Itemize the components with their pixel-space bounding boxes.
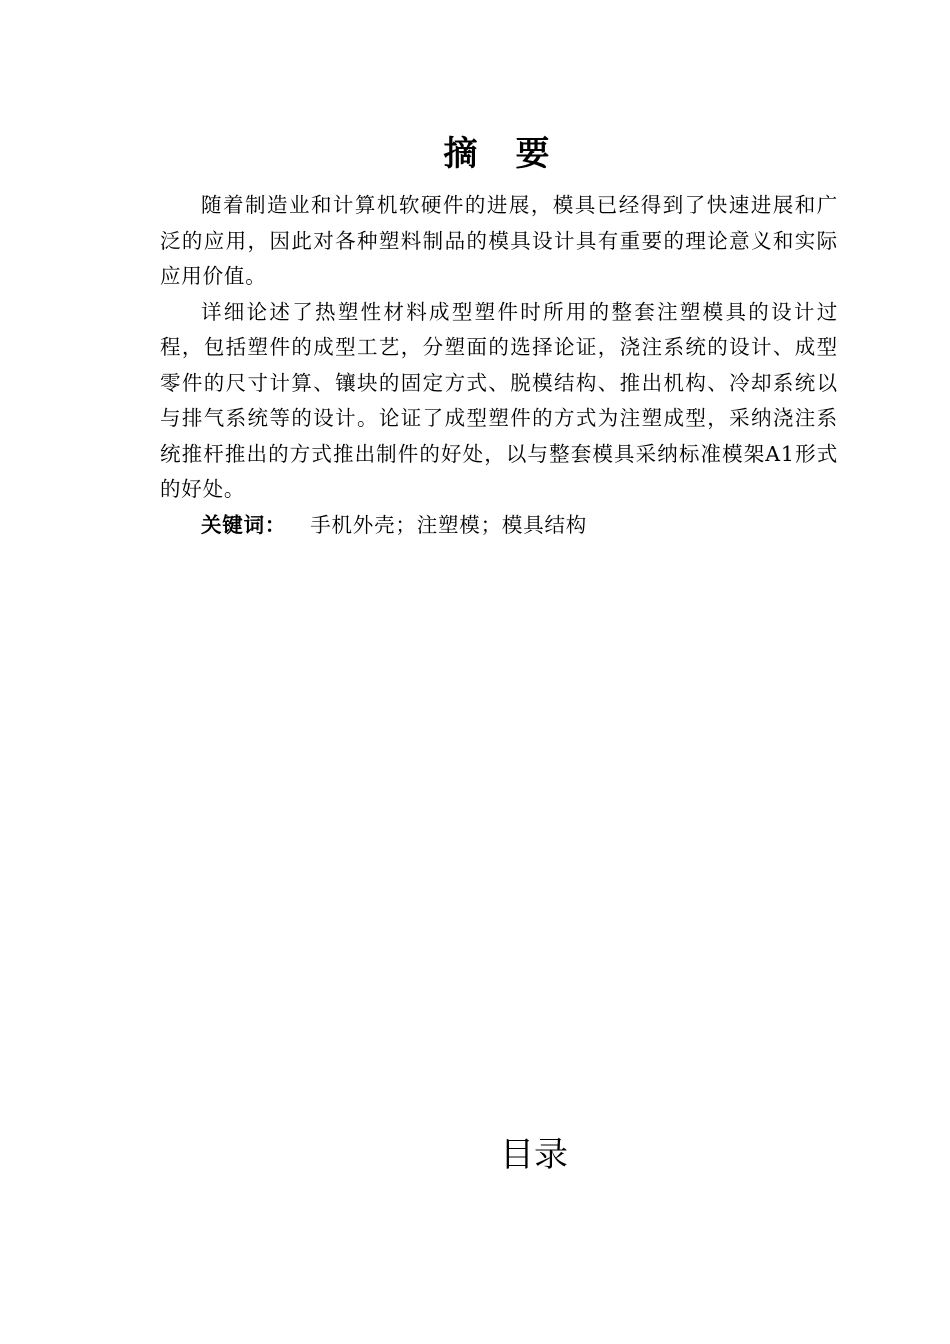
abstract-title: 摘 要 xyxy=(443,134,552,174)
abstract-paragraph-2: 详细论述了热塑性材料成型塑件时所用的整套注塑模具的设计过程，包括塑件的成型工艺，分塑面的选择论证，浇注系统的设计、成型零件的尺寸计算、镶块的固定方式、脱模结构、推出机构、冷却系统以与排气系统等的设计。论证了成型塑件的方式为注塑成型，采纳浇注系统推杆推出的方式推出制件的好处，以与整套模具采纳标准模架A1形式的好处。 xyxy=(160,299,838,501)
abstract-paragraph-1: 随着制造业和计算机软硬件的进展，模具已经得到了快速进展和广泛的应用，因此对各种塑料制品的模具设计具有重要的理论意义和实际应用价值。 xyxy=(160,193,838,288)
toc-heading: 目录 xyxy=(500,1135,568,1175)
keywords-line xyxy=(160,508,838,544)
abstract-body xyxy=(160,188,838,543)
keywords-label: 关键词： xyxy=(201,512,287,537)
keywords-text: 手机外壳；注塑模；模具结构 xyxy=(310,512,588,537)
